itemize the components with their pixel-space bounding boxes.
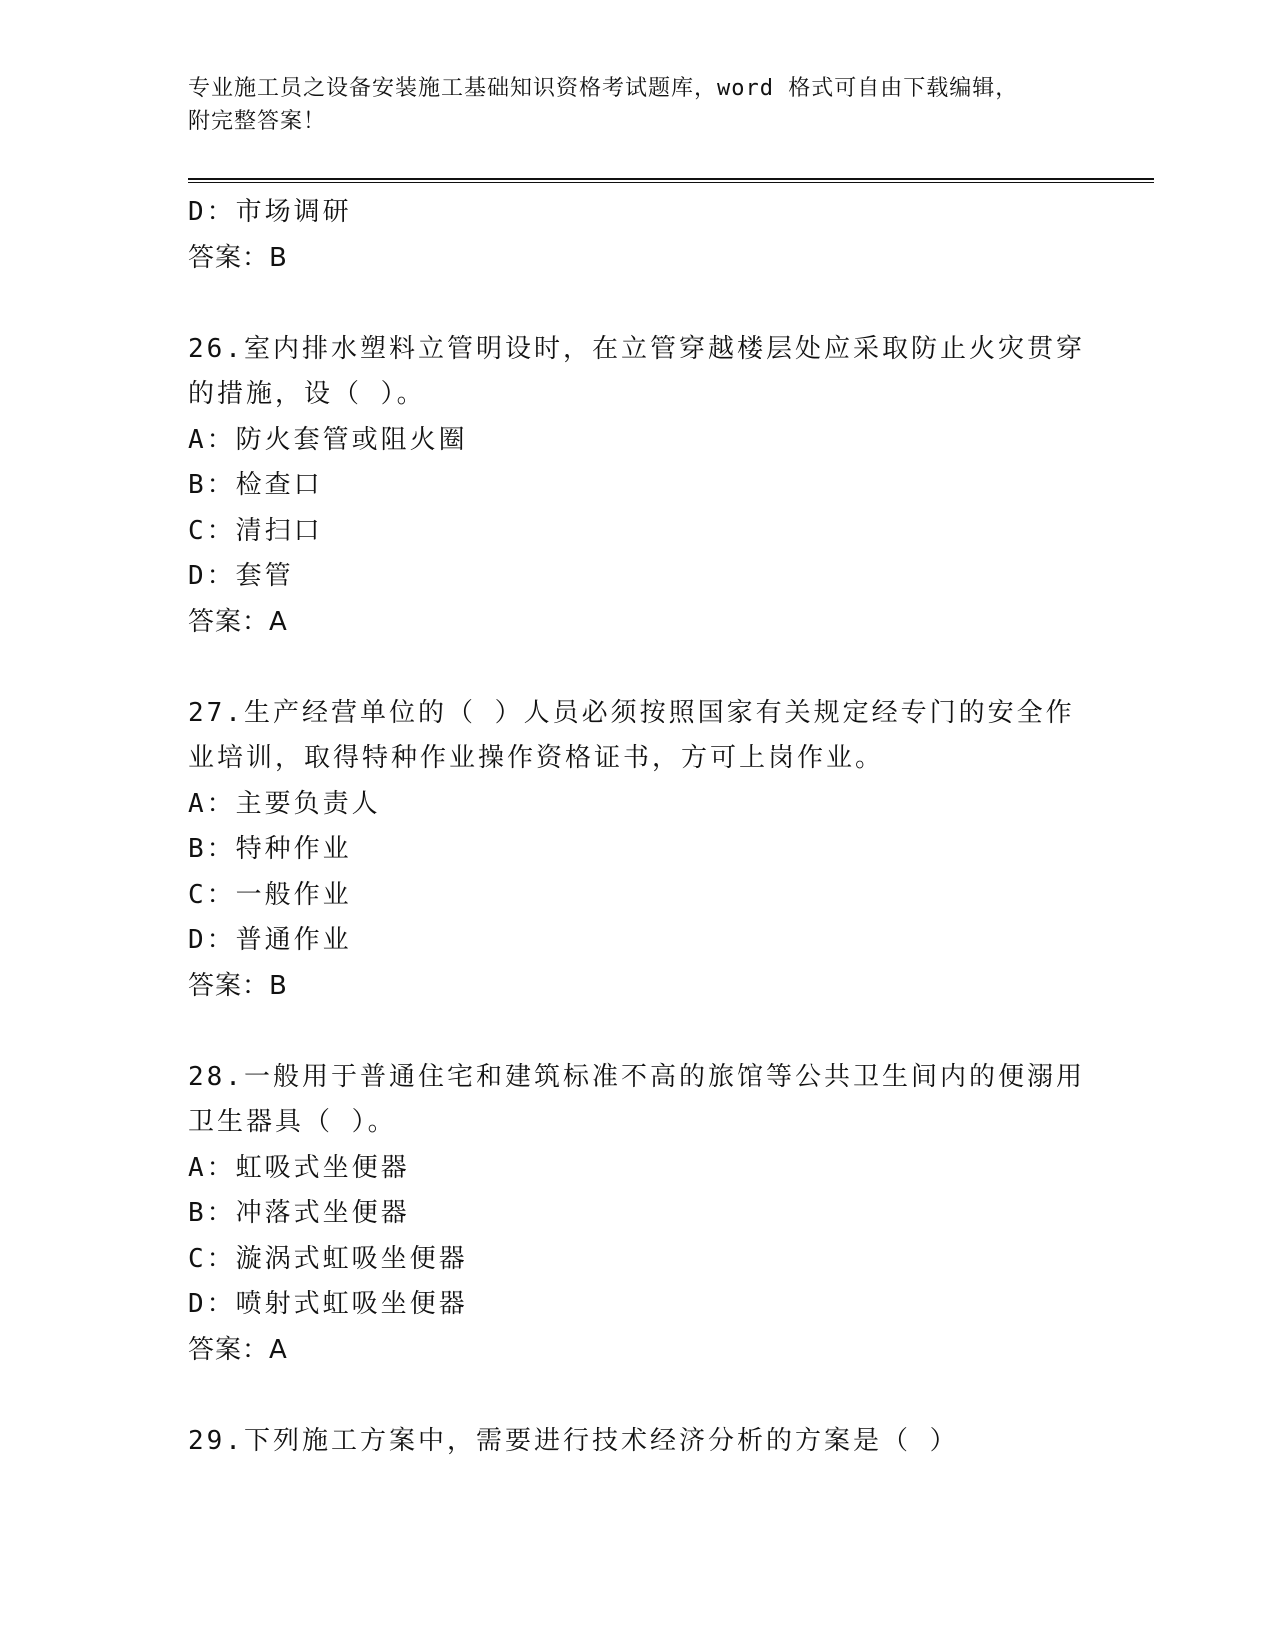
option-c: C：一般作业 xyxy=(188,879,352,910)
question-28 xyxy=(188,1055,1088,1374)
document-header xyxy=(188,72,1088,138)
question-text-line-2: 业培训，取得特种作业操作资格证书，方可上岗作业。 xyxy=(188,743,885,773)
question-text-line-1: 29.下列施工方案中，需要进行技术经济分析的方案是（ ） xyxy=(188,1425,959,1456)
header-line-1: 专业施工员之设备安装施工基础知识资格考试题库，word 格式可自由下载编辑， xyxy=(188,76,1019,101)
option-d: D：市场调研 xyxy=(188,197,352,227)
answer-line: 答案：B xyxy=(188,242,288,273)
option-a: A：防火套管或阻火圈 xyxy=(188,424,468,455)
answer-line: 答案：A xyxy=(188,606,288,637)
prev-question-tail xyxy=(188,190,1088,281)
option-d: D：喷射式虹吸坐便器 xyxy=(188,1289,468,1319)
question-26 xyxy=(188,327,1088,646)
question-text-line-2: 的措施，设（ ）。 xyxy=(188,379,426,409)
question-text-line-1: 26.室内排水塑料立管明设时，在立管穿越楼层处应采取防止火灾贯穿 xyxy=(188,333,1085,364)
question-text-line-1: 27.生产经营单位的（ ）人员必须按照国家有关规定经专门的安全作 xyxy=(188,697,1075,728)
header-divider xyxy=(188,178,1154,183)
question-29 xyxy=(188,1419,1088,1465)
question-text-line-1: 28.一般用于普通住宅和建筑标准不高的旅馆等公共卫生间内的便溺用 xyxy=(188,1061,1085,1092)
option-c: C：漩涡式虹吸坐便器 xyxy=(188,1243,468,1274)
option-b: B：特种作业 xyxy=(188,834,352,864)
option-d: D：普通作业 xyxy=(188,925,352,955)
question-list xyxy=(188,190,1088,1464)
answer-line: 答案：A xyxy=(188,1334,288,1365)
option-b: B：冲落式坐便器 xyxy=(188,1198,410,1228)
answer-line: 答案：B xyxy=(188,970,288,1001)
option-d: D：套管 xyxy=(188,561,294,591)
option-a: A：虹吸式坐便器 xyxy=(188,1152,410,1183)
header-line-2: 附完整答案！ xyxy=(188,109,327,134)
option-b: B：检查口 xyxy=(188,470,323,500)
question-text-line-2: 卫生器具（ ）。 xyxy=(188,1107,397,1137)
option-a: A：主要负责人 xyxy=(188,788,381,819)
question-27 xyxy=(188,691,1088,1010)
option-c: C：清扫口 xyxy=(188,515,323,546)
